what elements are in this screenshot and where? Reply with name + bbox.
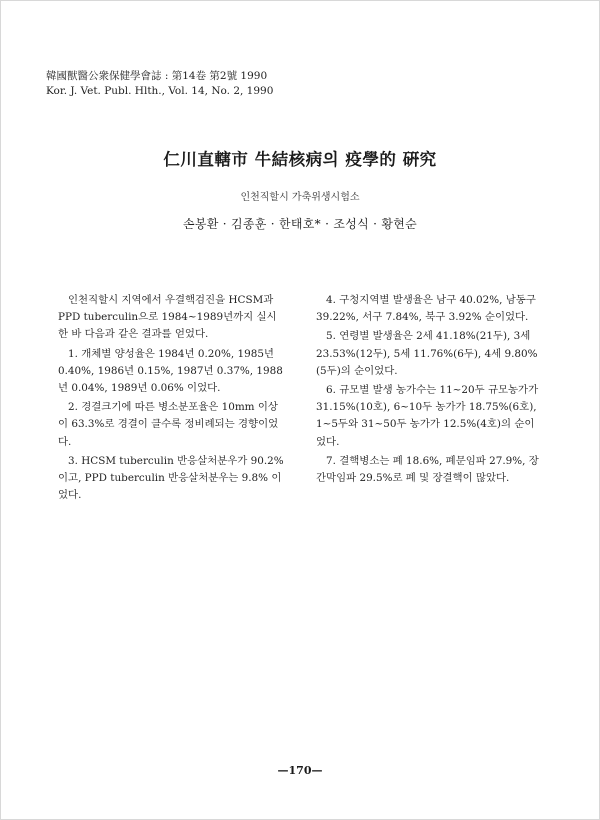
- affiliation: 인천직할시 가축위생시험소: [240, 192, 360, 203]
- abstract-paragraph: 7. 결핵병소는 폐 18.6%, 폐문임파 27.9%, 장간막임파 29.5%로 폐 및 장결핵이 많았다.: [316, 454, 539, 485]
- abstract-left-column: [58, 292, 284, 506]
- paper-title: 仁川直轄市 牛結核病의 疫學的 硏究: [163, 150, 437, 169]
- abstract-paragraph: 4. 구청지역별 발생율은 남구 40.02%, 남동구 39.22%, 서구 7.84%, 북구 3.92% 순이었다.: [316, 294, 536, 324]
- journal-name-english: Kor. J. Vet. Publ. Hlth., Vol. 14, No. 2, 1990: [46, 85, 274, 97]
- abstract-paragraph: 3. HCSM tuberculin 반응살처분우가 90.2%이고, PPD tuberculin 반응살처분우는 9.8% 이었다.: [58, 454, 284, 502]
- page-number: —170—: [277, 764, 323, 777]
- abstract-paragraph: 인천직할시 지역에서 우결핵검진을 HCSM과 PPD tuberculin으로 1984~1989년까지 실시한 바 다음과 같은 결과를 얻었다.: [58, 294, 277, 341]
- abstract-paragraph: 5. 연령별 발생율은 2세 41.18%(21두), 3세 23.53%(12두), 5세 11.76%(6두), 4세 9.80%(5두)의 순이었다.: [316, 330, 538, 377]
- journal-header: [46, 69, 273, 99]
- journal-name-korean: 韓國獸醫公衆保健學會誌 : 第14卷 第2號 1990: [46, 70, 268, 82]
- abstract-paragraph: 2. 경결크기에 따른 병소분포율은 10mm 이상이 63.3%로 경결이 클수록 정비례되는 경향이었다.: [58, 401, 279, 448]
- abstract-paragraph: 1. 개체별 양성율은 1984년 0.20%, 1985년 0.40%, 1986년 0.15%, 1987년 0.37%, 1988년 0.04%, 1989년 0.06% 이었다.: [58, 347, 283, 395]
- abstract-right-column: [316, 292, 542, 489]
- abstract-paragraph: 6. 규모별 발생 농가수는 11~20두 규모농가가 31.15%(10호), 6~10두 농가가 18.75%(6호), 1~5두와 31~50두 농가가 12.5%(4호)의 순이었다.: [316, 384, 539, 448]
- author-list: 손봉환 · 김종훈 · 한태호* · 조성식 · 황현순: [182, 217, 418, 231]
